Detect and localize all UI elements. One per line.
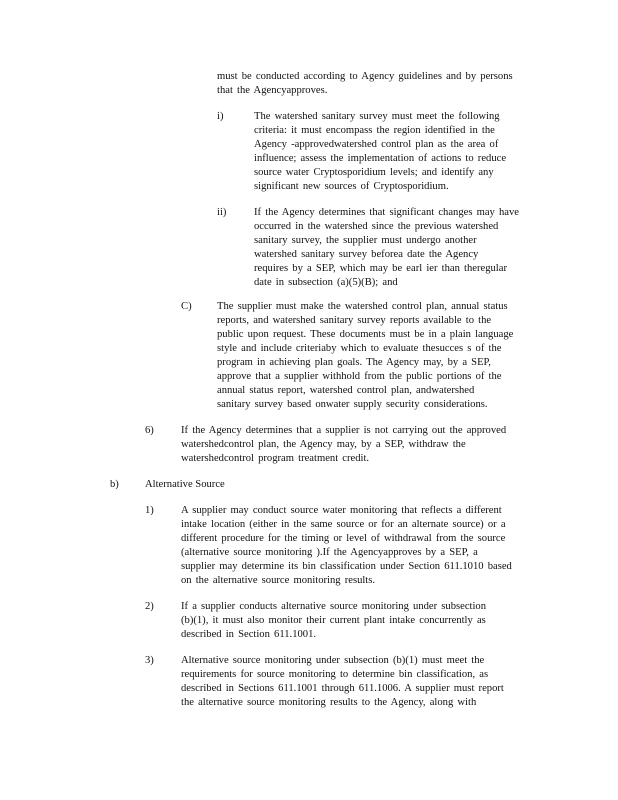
text-line: (b)(1), it must also monitor their current plant intake concurrently as <box>181 615 486 626</box>
item-label: 6) <box>145 425 154 436</box>
item-label: 1) <box>145 505 154 516</box>
section-heading: Alternative Source <box>145 479 225 490</box>
text-line: that the Agencyapproves. <box>217 85 328 96</box>
item-label: i) <box>217 111 224 122</box>
text-line: If the Agency determines that a supplier is not carrying out the approved <box>181 425 507 436</box>
item-text <box>181 654 536 710</box>
text-line: date in subsection (a)(5)(B); and <box>254 277 398 288</box>
item-label: 3) <box>145 655 154 666</box>
text-line: different procedure for the timing or level of withdrawal from the source <box>181 533 506 544</box>
item-text <box>181 424 524 466</box>
text-line: watershedcontrol program treatment credit. <box>181 453 370 464</box>
text-line: watershedcontrol plan, the Agency may, by a SEP, withdraw the <box>181 439 466 450</box>
text-line: The watershed sanitary survey must meet the following <box>254 111 500 122</box>
text-line: intake location (either in the same source or for an alternate source) or a <box>181 519 506 530</box>
text-line: The supplier must make the watershed control plan, annual status <box>217 301 508 312</box>
text-line: requires by a SEP, which may be earl ier than theregular <box>254 263 507 274</box>
text-line: reports, and watershed sanitary survey reports available to the <box>217 315 492 326</box>
text-line: If a supplier conducts alternative source monitoring under subsection <box>181 601 487 612</box>
text-line: described in Sections 611.1001 through 611.1006. A supplier must report <box>181 683 504 694</box>
item-label: ii) <box>217 207 227 218</box>
text-line: requirements for source monitoring to determine bin classification, as <box>181 669 489 680</box>
item-text <box>254 110 524 194</box>
intro-paragraph <box>217 70 535 98</box>
text-line: described in Section 611.1001. <box>181 629 317 640</box>
text-line: A supplier may conduct source water monitoring that reflects a different <box>181 505 502 516</box>
text-line: significant new sources of Cryptosporidium. <box>254 181 449 192</box>
text-line: Agency -approvedwatershed control plan as the area of <box>254 139 499 150</box>
text-line: watershed sanitary survey beforea date the Agency <box>254 249 479 260</box>
text-line: annual status report, watershed control plan, andwatershed <box>217 385 475 396</box>
text-line: occurred in the watershed since the previous watershed <box>254 221 499 232</box>
item-label: C) <box>181 301 192 312</box>
text-line: approve that a supplier withhold from the public portions of the <box>217 371 502 382</box>
text-line: sanitary survey based onwater supply security considerations. <box>217 399 488 410</box>
item-text <box>217 300 532 412</box>
text-line: influence; assess the implementation of actions to reduce <box>254 153 507 164</box>
text-line: must be conducted according to Agency guidelines and by persons <box>217 71 513 82</box>
text-line: program in achieving plan goals. The Agency may, by a SEP, <box>217 357 491 368</box>
text-line: supplier may determine its bin classification under Section 611.1010 based <box>181 561 512 572</box>
text-line: on the alternative source monitoring results. <box>181 575 376 586</box>
item-text <box>181 504 541 588</box>
text-line: sanitary survey, the supplier must undergo another <box>254 235 477 246</box>
section-label: b) <box>110 479 119 490</box>
text-line: source water Cryptosporidium levels; and identify any <box>254 167 494 178</box>
text-line: If the Agency determines that significant changes may have <box>254 207 519 218</box>
text-line: Alternative source monitoring under subsection (b)(1) must meet the <box>181 655 485 666</box>
text-line: (alternative source monitoring ).If the Agencyapproves by a SEP, a <box>181 547 478 558</box>
text-line: public upon request. These documents must be in a plain language <box>217 329 514 340</box>
text-line: style and include criteriaby which to evaluate thesucces s of the <box>217 343 502 354</box>
item-text <box>181 600 516 642</box>
item-label: 2) <box>145 601 154 612</box>
text-line: criteria: it must encompass the region identified in the <box>254 125 495 136</box>
text-line: the alternative source monitoring results to the Agency, along with <box>181 697 477 708</box>
item-text <box>254 206 540 290</box>
